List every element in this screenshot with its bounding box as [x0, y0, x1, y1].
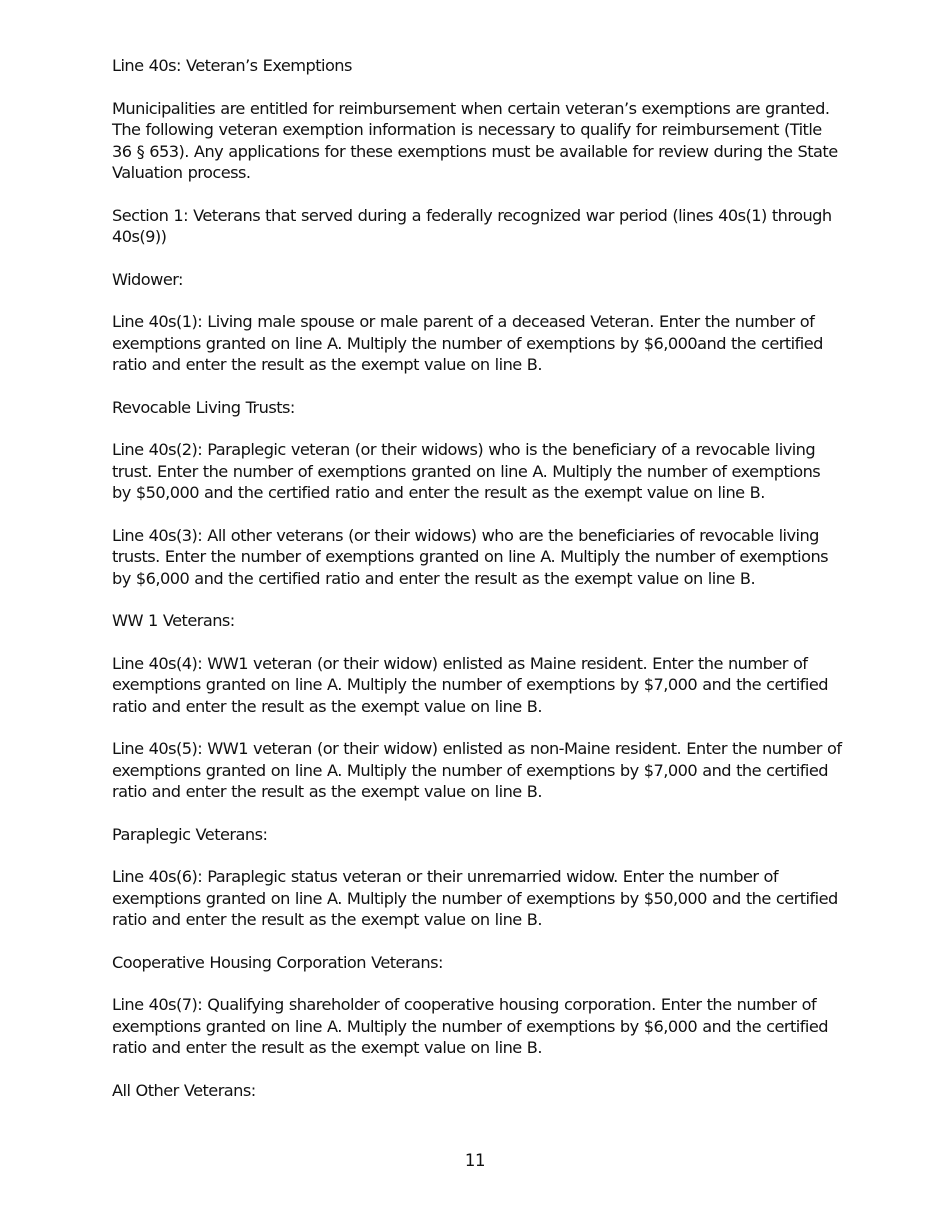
page-number: 11 [464, 1151, 486, 1170]
line-40s-2-paragraph: Line 40s(2): Paraplegic veteran (or their widows) who is the beneficiary of a revocable living trust. Enter the number of exemptions granted on line A. Multiply the number of exemptions by $50,000 and the certified ratio and enter the result as the exempt value on line B. [112, 440, 821, 502]
section-heading: Line 40s: Veteran’s Exemptions [112, 56, 352, 75]
subheading-widower: Widower: [112, 269, 183, 289]
section-1-heading: Section 1: Veterans that served during a federally recognized war period (lines 40s(1) through 40s(9)) [112, 205, 832, 246]
line-40s-5-paragraph: Line 40s(5): WW1 veteran (or their widow) enlisted as non-Maine resident. Enter the number of exemptions granted on line A. Multiply the number of exemptions by $7,000 and the certified ratio and enter the result as the exempt value on line B. [112, 739, 842, 801]
subheading-paraplegic-veterans: Paraplegic Veterans: [112, 824, 268, 844]
subheading-ww1-veterans: WW 1 Veterans: [112, 611, 235, 630]
line-40s-7-paragraph: Line 40s(7): Qualifying shareholder of cooperative housing corporation. Enter the number of exemptions granted on line A. Multiply the number of exemptions by $6,000 and the certified ratio and enter the result as the exempt value on line B. [112, 995, 828, 1057]
line-40s-4-paragraph: Line 40s(4): WW1 veteran (or their widow) enlisted as Maine resident. Enter the number of exemptions granted on line A. Multiply the number of exemptions by $7,000 and the certified ratio and enter the result as the exempt value on line B. [112, 653, 828, 716]
line-40s-3-paragraph: Line 40s(3): All other veterans (or their widows) who are the beneficiaries of revocable living trusts. Enter the number of exemptions granted on line A. Multiply the number of exemptions by $6,000 and the certified ratio and enter the result as the exempt value on line B. [112, 525, 829, 588]
subheading-cooperative-housing: Cooperative Housing Corporation Veterans: [112, 952, 443, 972]
line-40s-1-paragraph: Line 40s(1): Living male spouse or male parent of a deceased Veteran. Enter the number of exemptions granted on line A. Multiply the number of exemptions by $6,000and the certified ratio and enter the result as the exempt value on line B. [112, 312, 823, 374]
subheading-revocable-living-trusts: Revocable Living Trusts: [112, 397, 295, 417]
line-40s-6-paragraph: Line 40s(6): Paraplegic status veteran or their unremarried widow. Enter the number of exemptions granted on line A. Multiply the number of exemptions by $50,000 and the certified ratio and enter the result as the exempt value on line B. [112, 867, 838, 929]
document-page [112, 55, 842, 1122]
subheading-all-other-veterans: All Other Veterans: [112, 1080, 256, 1100]
intro-paragraph: Municipalities are entitled for reimbursement when certain veteran’s exemptions are granted. The following veteran exemption information is necessary to qualify for reimbursement (Title 36 § 653). Any applications for these exemptions must be available for review during the State Valuation process. [112, 98, 838, 182]
